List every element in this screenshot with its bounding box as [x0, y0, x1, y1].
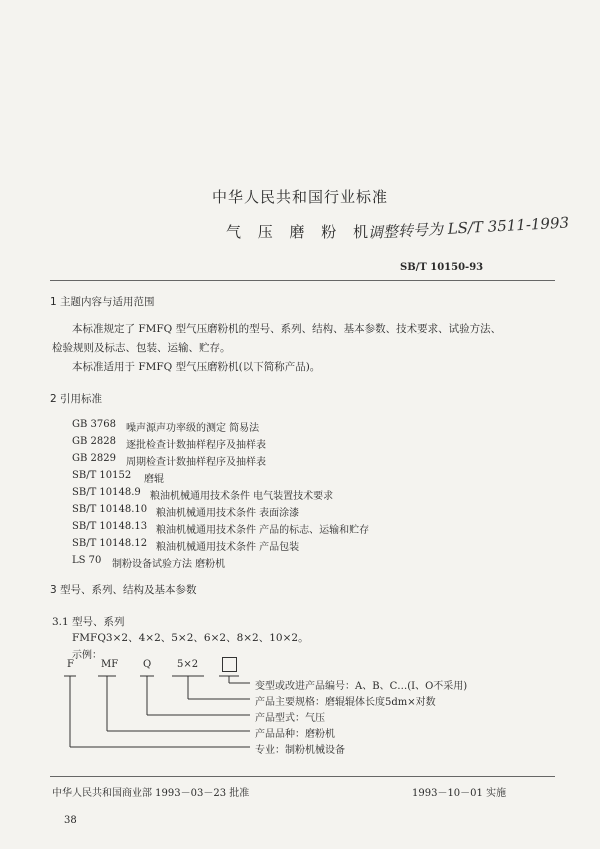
std-title: 逐批检查计数抽样程序及抽样表 [126, 440, 266, 451]
code-part-size: 5×2 [177, 659, 199, 670]
std-code: SB/T 10148.9 [72, 487, 141, 498]
std-code: SB/T 10148.13 [72, 521, 148, 532]
series-line: FMFQ3×2、4×2、5×2、6×2、8×2、10×2。 [72, 632, 309, 644]
issuer-line: 中华人民共和国商业部 1993－03－23 批准 [52, 788, 250, 799]
code-part-f: F [67, 659, 74, 670]
standard-number: SB/T 10150-93 [400, 262, 484, 273]
desc-size: 产品主要规格：磨辊辊体长度5dm×对数 [255, 697, 436, 708]
std-code: SB/T 10148.12 [72, 538, 148, 549]
std-title: 粮油机械通用技术条件 表面涂漆 [156, 508, 300, 519]
std-code: SB/T 10152 [72, 470, 132, 481]
section-1-para2: 本标准适用于 FMFQ 型气压磨粉机(以下简称产品)。 [72, 361, 321, 373]
national-standard-heading: 中华人民共和国行业标准 [211, 188, 388, 206]
std-title: 噪声源声功率级的测定 简易法 [126, 423, 260, 434]
std-title: 磨辊 [144, 474, 164, 485]
std-code: GB 2829 [72, 453, 116, 464]
footer-divider [50, 776, 555, 777]
std-title: 粮油机械通用技术条件 电气装置技术要求 [150, 491, 334, 502]
std-code: GB 2828 [72, 436, 116, 447]
page-number: 38 [64, 815, 77, 826]
section-1-para1-line1: 本标准规定了 FMFQ 型气压磨粉机的型号、系列、结构、基本参数、技术要求、试验方法、 [72, 323, 502, 335]
std-title: 粮油机械通用技术条件 产品的标志、运输和贮存 [156, 525, 370, 536]
example-label: 示例： [72, 650, 102, 661]
section-2-heading: 2 引用标准 [50, 393, 103, 405]
section-3-heading: 3 型号、系列、结构及基本参数 [50, 584, 197, 596]
std-title: 制粉设备试验方法 磨粉机 [112, 559, 226, 570]
handwritten-note: 调整转号为 LS/T 3511-1993 [367, 213, 570, 242]
desc-variant: 变型或改进产品编号：A、B、C…(I、O不采用) [255, 681, 468, 692]
section-3-1-heading: 3.1 型号、系列 [52, 616, 125, 628]
effective-date: 1993－10－01 实施 [412, 788, 507, 799]
section-1-heading: 1 主题内容与适用范围 [50, 296, 155, 308]
desc-type: 产品型式：气压 [255, 713, 325, 724]
section-1-para1-line2: 检验规则及标志、包装、运输、贮存。 [52, 342, 231, 354]
std-title: 周期检查计数抽样程序及抽样表 [126, 457, 266, 468]
std-code: GB 3768 [72, 419, 116, 430]
code-part-mf: MF [101, 659, 119, 670]
desc-product: 产品品种：磨粉机 [255, 729, 335, 740]
std-title: 粮油机械通用技术条件 产品包装 [156, 542, 300, 553]
document-title: 气 压 磨 粉 机 [225, 223, 375, 241]
std-code: LS 70 [72, 555, 102, 566]
std-code: SB/T 10148.10 [72, 504, 148, 515]
code-part-q: Q [143, 659, 152, 670]
desc-specialty: 专业：制粉机械设备 [255, 745, 345, 756]
